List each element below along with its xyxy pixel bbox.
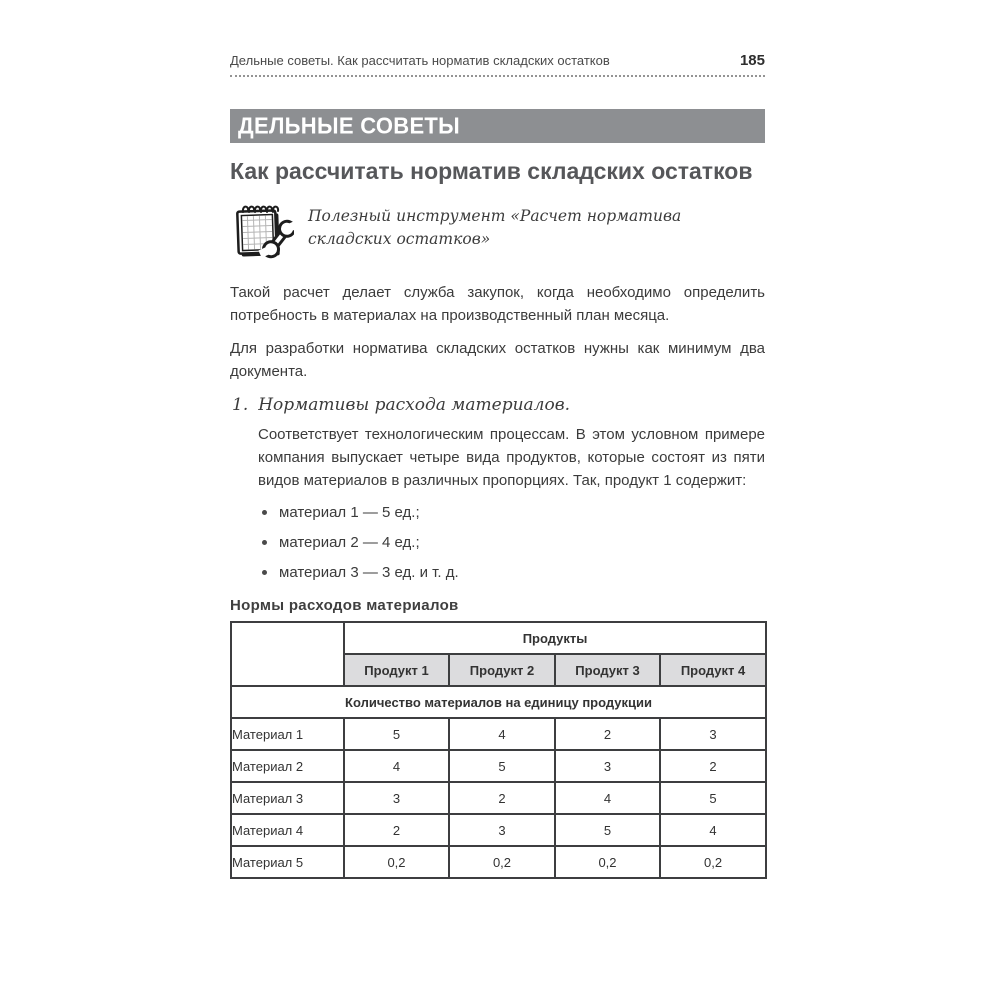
value-cell: 0,2 [555,846,660,878]
page-number: 185 [739,52,765,69]
value-cell: 5 [344,718,449,750]
value-cell: 4 [660,814,766,846]
numbered-item [232,395,765,415]
value-cell: 4 [449,718,555,750]
row-label-cell: Материал 2 [231,750,344,782]
bullet-list [230,504,765,581]
column-header-cell: Продукт 2 [449,654,555,686]
value-cell: 3 [660,718,766,750]
norms-table [230,621,767,879]
notepad-wrench-icon [232,201,294,261]
bullet-icon [262,570,267,575]
page-content [230,52,765,879]
table-row-subheader [231,686,766,718]
tip-block [230,201,765,261]
section-banner-label: ДЕЛЬНЫЕ СОВЕТЫ [238,112,460,139]
tip-text: Полезный инструмент «Расчет норматива складских остатков» [308,207,682,248]
paragraph: Такой расчет делает служба закупок, когда необходимо определить потребность в материалах на производственный план месяца. [230,284,765,324]
value-cell: 5 [660,782,766,814]
row-label-cell: Материал 3 [231,782,344,814]
table-row [231,846,766,878]
list-item-title: Нормативы расхода материалов. [258,395,571,415]
value-cell: 2 [344,814,449,846]
value-cell: 3 [344,782,449,814]
paragraph: Соответствует технологическим процессам. В этом условном примере компания выпускает четыре вида продуктов, которые состоят из пяти видов материалов в различных пропорциях. Так, продукт 1 содержит: [258,426,765,489]
paragraph: Для разработки норматива складских остатков нужны как минимум два документа. [230,340,765,380]
row-label-cell: Материал 1 [231,718,344,750]
value-cell: 0,2 [449,846,555,878]
value-cell: 2 [449,782,555,814]
table-row [231,718,766,750]
value-cell: 0,2 [344,846,449,878]
bullet-icon [262,540,267,545]
empty-corner-cell [231,622,344,686]
table-row-group-header [231,622,766,654]
bullet-text: материал 1 — 5 ед.; [279,504,420,521]
value-cell: 2 [660,750,766,782]
table-caption: Нормы расходов материалов [230,597,459,614]
running-head-title: Дельные советы. Как рассчитать норматив складских остатков [230,53,610,68]
table-row [231,782,766,814]
list-item [262,504,765,521]
group-header-cell: Продукты [344,622,766,654]
table-row [231,750,766,782]
subheader-cell: Количество материалов на единицу продукции [231,686,766,718]
section-banner [230,109,765,143]
list-number: 1. [232,395,249,415]
value-cell: 0,2 [660,846,766,878]
column-header-cell: Продукт 4 [660,654,766,686]
value-cell: 5 [555,814,660,846]
list-item [262,564,765,581]
value-cell: 2 [555,718,660,750]
value-cell: 3 [555,750,660,782]
bullet-icon [262,510,267,515]
row-label-cell: Материал 4 [231,814,344,846]
column-header-cell: Продукт 3 [555,654,660,686]
table-row [231,814,766,846]
running-head [230,52,765,77]
column-header-cell: Продукт 1 [344,654,449,686]
bullet-text: материал 3 — 3 ед. и т. д. [279,564,459,581]
value-cell: 3 [449,814,555,846]
value-cell: 5 [449,750,555,782]
value-cell: 4 [344,750,449,782]
list-item [262,534,765,551]
bullet-text: материал 2 — 4 ед.; [279,534,420,551]
chapter-title: Как рассчитать норматив складских остатков [230,158,753,184]
row-label-cell: Материал 5 [231,846,344,878]
value-cell: 4 [555,782,660,814]
